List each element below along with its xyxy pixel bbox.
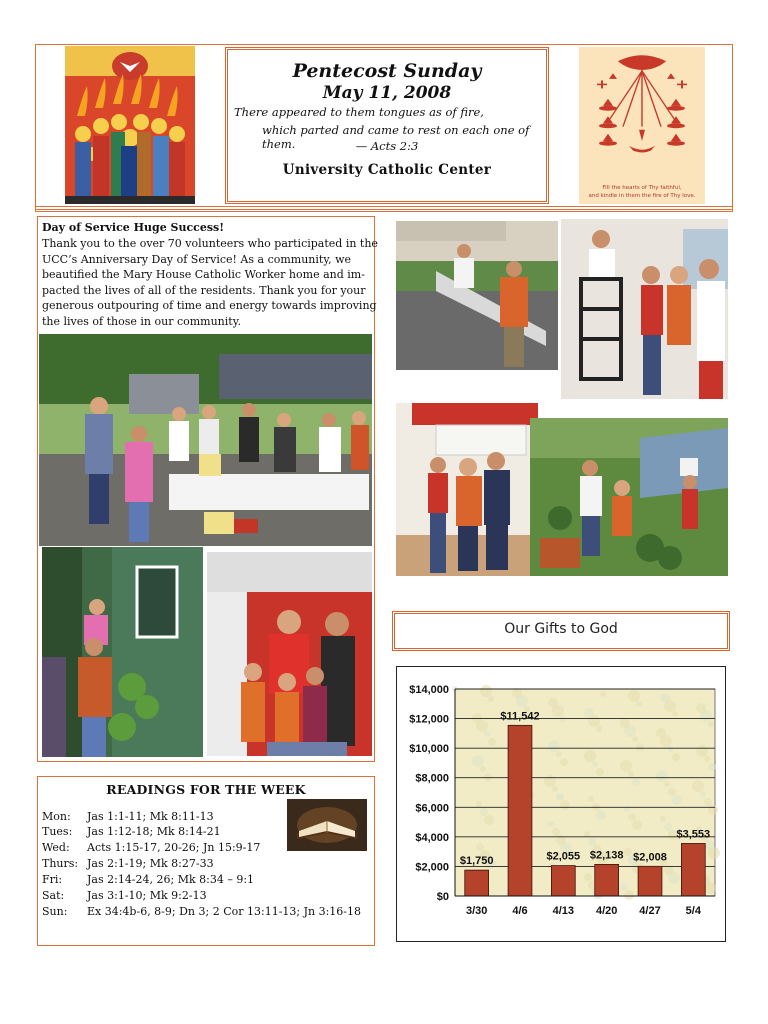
plot-texture [512,688,522,698]
plot-texture [480,808,488,816]
plot-texture [472,755,484,767]
gifts-bar-chart [397,667,725,941]
plot-texture [596,768,604,776]
plot-texture [584,750,596,762]
reading-day: Tues: [42,825,73,838]
plot-texture [700,791,706,797]
data-label: $2,008 [633,851,667,864]
kitchen-volunteers-photo [396,385,538,576]
reading-day: Mon: [42,810,71,823]
plot-texture [584,708,594,718]
plot-texture [704,798,712,806]
y-tick-label: $2,000 [415,861,449,874]
plot-texture [704,756,710,762]
reading-row [42,810,214,823]
y-tick-label: $10,000 [409,743,449,756]
y-tick-label: $14,000 [409,684,449,696]
plot-texture [584,873,592,881]
plot-texture [484,731,490,737]
plot-texture [636,743,644,751]
plot-texture [672,711,678,717]
plot-texture [628,690,640,702]
plot-texture [620,760,632,772]
plot-texture [552,828,560,836]
reading-day: Wed: [42,841,70,854]
plot-texture [628,813,636,821]
bar [465,870,489,896]
plot-texture [552,786,558,792]
plot-texture [596,726,602,732]
plot-texture [484,815,494,825]
article-line: beautified the Mary House Catholic Worker home and im- [42,268,365,282]
data-label: $3,553 [676,828,711,841]
reading-text: Acts 1:15-17, 20-26; Jn 15:9-17 [87,841,261,854]
article-line: Thank you to the over 70 volunteers who participated in the [42,237,378,250]
plot-texture [696,745,708,757]
reading-day: Fri: [42,873,63,886]
reading-day: Sat: [42,889,65,902]
icon-caption-line-1: Fill the hearts of Thy faithful, [602,185,682,191]
reading-row [42,857,214,870]
y-tick-label: $4,000 [415,831,449,844]
plot-texture [620,883,628,891]
plot-texture [584,831,590,837]
plot-texture [592,761,598,767]
plot-texture [588,796,594,802]
plot-texture [596,810,606,820]
plot-texture [548,821,554,827]
plot-texture [632,820,642,830]
x-tick-label: 5/4 [685,905,701,917]
plot-texture [692,780,704,792]
plot-texture [668,746,674,752]
bar [638,866,662,896]
x-tick-label: 4/6 [512,905,528,917]
garden-bed-photo [396,221,558,370]
x-tick-label: 4/20 [595,905,618,917]
bar [508,725,532,896]
gifts-heading-box [392,611,730,651]
plot-texture [696,703,706,713]
page-date: May 11, 2008 [322,83,452,103]
plot-texture [672,753,680,761]
quote-line-1: There appeared to them tongues as of fire, [234,105,484,119]
reading-row [42,873,254,886]
plot-texture [632,778,640,786]
reading-text: Jas 3:1-10; Mk 9:2-13 [87,889,207,902]
article-body [42,236,378,330]
data-label: $1,750 [459,855,494,868]
plot-texture [664,823,672,831]
plot-texture [480,685,492,697]
family-room-photo [207,552,372,756]
reading-row [42,905,361,918]
gifts-chart [396,666,726,942]
reading-text: Jas 1:1-11; Mk 8:11-13 [87,810,214,823]
plot-texture [708,805,718,815]
plot-texture [664,781,670,787]
bar [681,843,705,896]
page-title: Pentecost Sunday [292,60,482,82]
plot-texture [672,795,682,805]
reading-text: Ex 34:4b-6, 8-9; Dn 3; 2 Cor 13:11-13; Jn 3:16-18 [87,905,362,918]
plot-texture [620,718,630,728]
plot-texture [484,773,492,781]
header-divider [35,206,733,210]
open-bible-image [287,799,367,851]
y-tick-label: $6,000 [415,802,449,815]
reading-text: Jas 2:1-19; Mk 8:27-33 [87,857,214,870]
plot-texture [560,758,568,766]
bar [595,864,619,896]
article-line: UCC’s Anniversary Day of Service! As a community, we [42,252,351,266]
organization-name: University Catholic Center [282,162,492,178]
x-tick-label: 3/30 [465,905,488,917]
reading-day: Sun: [42,905,68,918]
plot-texture [476,801,482,807]
plot-texture [656,728,666,738]
plot-texture [628,771,634,777]
plot-texture [560,800,570,810]
plot-texture [660,816,666,822]
article-title: Day of Service Huge Success! [42,221,225,234]
plot-texture [708,763,716,771]
plot-texture [632,736,638,742]
plot-texture [636,701,642,707]
plot-texture [600,691,606,697]
plot-texture [488,696,494,702]
plot-texture [544,775,556,787]
plot-texture [708,721,714,727]
plot-texture [472,713,482,723]
yard-gardening-photo [530,418,728,576]
plot-texture [476,843,484,851]
data-label: $2,138 [589,849,624,862]
plot-texture [548,698,558,708]
house-volunteers-photo [42,547,203,757]
reading-row [42,889,207,902]
plot-texture [668,788,676,796]
reading-text: Jas 2:14-24, 26; Mk 8:34 – 9:1 [87,873,255,886]
reading-text: Jas 1:12-18; Mk 8:14-21 [87,825,221,838]
plot-texture [624,890,634,900]
plot-texture [656,770,668,782]
x-tick-label: 4/13 [552,905,575,917]
plot-texture [548,740,560,752]
bar [551,866,575,896]
plot-texture [588,838,596,846]
y-tick-label: $12,000 [409,713,449,726]
article-line: generous outpouring of time and energy towards improving [42,299,377,313]
reading-row [42,825,221,838]
volunteers-group-photo [39,334,372,546]
article-line: pacted the lives of all of the residents. Thank you for your [42,283,366,297]
dove-flames-image [579,47,705,204]
data-label: $11,542 [500,710,540,723]
gifts-title: Our Gifts to God [504,621,618,637]
plot-texture [480,766,486,772]
y-tick-label: $8,000 [415,772,449,785]
reading-day: Thurs: [42,857,79,870]
reading-row [42,841,260,854]
readings-title: READINGS FOR THE WEEK [106,782,306,797]
icon-caption-line-2: and kindle in them the fire of Thy love. [588,193,696,199]
pentecost-icon-image [65,46,195,204]
data-label: $2,055 [546,850,581,863]
x-tick-label: 4/27 [639,905,661,917]
ladder-volunteers-photo [561,219,728,399]
article-line: the lives of those in our community. [42,314,241,328]
plot-texture [660,693,670,703]
plot-texture [624,848,632,856]
plot-texture [488,738,496,746]
plot-texture [556,793,564,801]
quote-citation: — Acts 2:3 [355,139,419,153]
y-tick-label: $0 [436,891,449,903]
plot-texture [556,751,562,757]
title-box [225,47,549,204]
quote-line-2: which parted and came to rest on each one of them. [262,123,530,151]
